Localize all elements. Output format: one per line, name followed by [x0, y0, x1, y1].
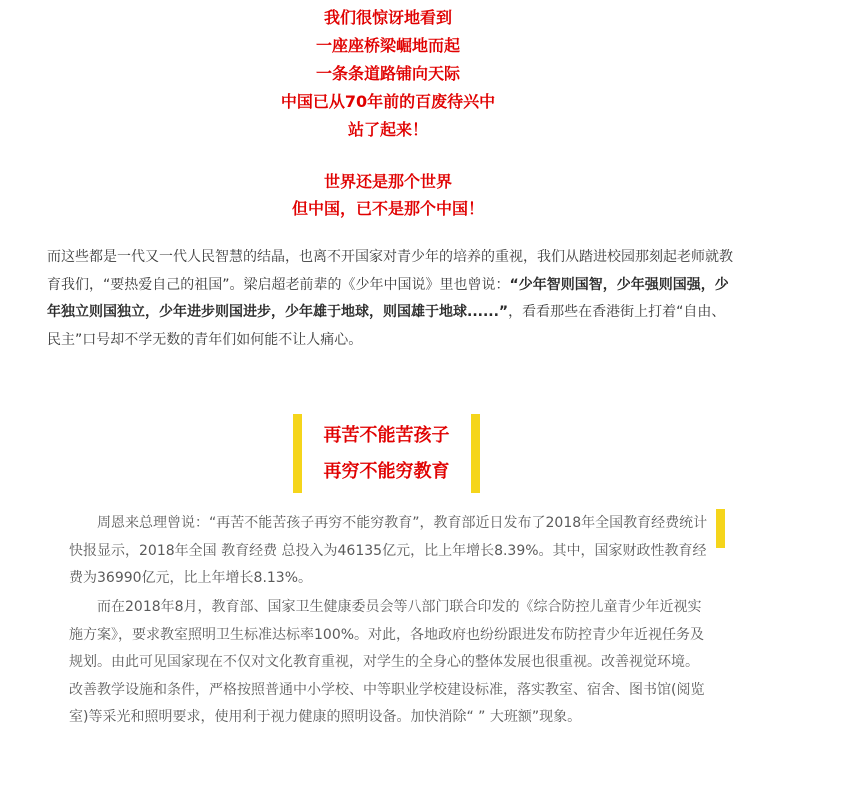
section-heading — [293, 414, 480, 493]
body-paragraph-1: 周恩来总理曾说：“再苦不能苦孩子再穷不能穷教育”，教育部近日发布了2018年全国教育经费统计快报显示，2018年全国 教育经费 总投入为46135亿元，比上年增长8.39%。其中，国家财政性教育经费为36990亿元，比上年增长8.13%。 — [69, 515, 708, 586]
intro-quote: “少年智则国智，少年强则国强，少年独立则国独立，少年进步则国进步，少年雄于地球，则国雄于地球......” — [47, 276, 729, 320]
poem-line: 一条条道路铺向天际 — [315, 64, 460, 83]
poem-line: 世界还是那个世界 — [323, 172, 452, 191]
heading-line-1: 再苦不能苦孩子 — [323, 425, 450, 446]
intro-text: 而这些都是一代又一代人民智慧的结晶，也离不开国家对青少年的培养的重视，我们从踏进校园那刻起老师就教育我们，“要热爱自己的祖国”。梁启超老前辈的《少年中国说》里也曾说： — [47, 249, 733, 293]
poem-line: 站了起来！ — [347, 120, 428, 139]
side-accent-bar — [716, 509, 725, 548]
poem-line: 但中国，已不是那个中国！ — [291, 199, 484, 218]
intro-paragraph — [47, 244, 737, 354]
poem-bottom — [0, 168, 776, 222]
poem-line: 我们很惊讶地看到 — [323, 8, 452, 27]
poem-line: 中国已从70年前的百废待兴中 — [280, 92, 496, 111]
body-paragraph-2: 而在2018年8月，教育部、国家卫生健康委员会等八部门联合印发的《综合防控儿童青少年近视实施方案》，要求教室照明卫生标准达标率100%。对此，各地政府也纷纷跟进发布防控青少年近视任务及规划。由此可见国家现在不仅对文化教育重视，对学生的全身心的整体发展也很重视。改善视觉环境。改善教学设施和条件，严格按照普通中小学校、中等职业学校建设标准，落实教室、宿舍、图书馆(阅览室)等采光和照明要求，使用利于视力健康的照明设备。加快消除“ ” 大班额”现象。 — [69, 599, 705, 725]
heading-line-2: 再穷不能穷教育 — [323, 461, 450, 482]
poem-line: 一座座桥梁崛地而起 — [315, 36, 460, 55]
poem-top — [0, 4, 776, 144]
intro-text-tail: ，看看那些在香港街上打着“自由、民主”口号却不学无数的青年们如何能不让人痛心。 — [47, 304, 726, 348]
